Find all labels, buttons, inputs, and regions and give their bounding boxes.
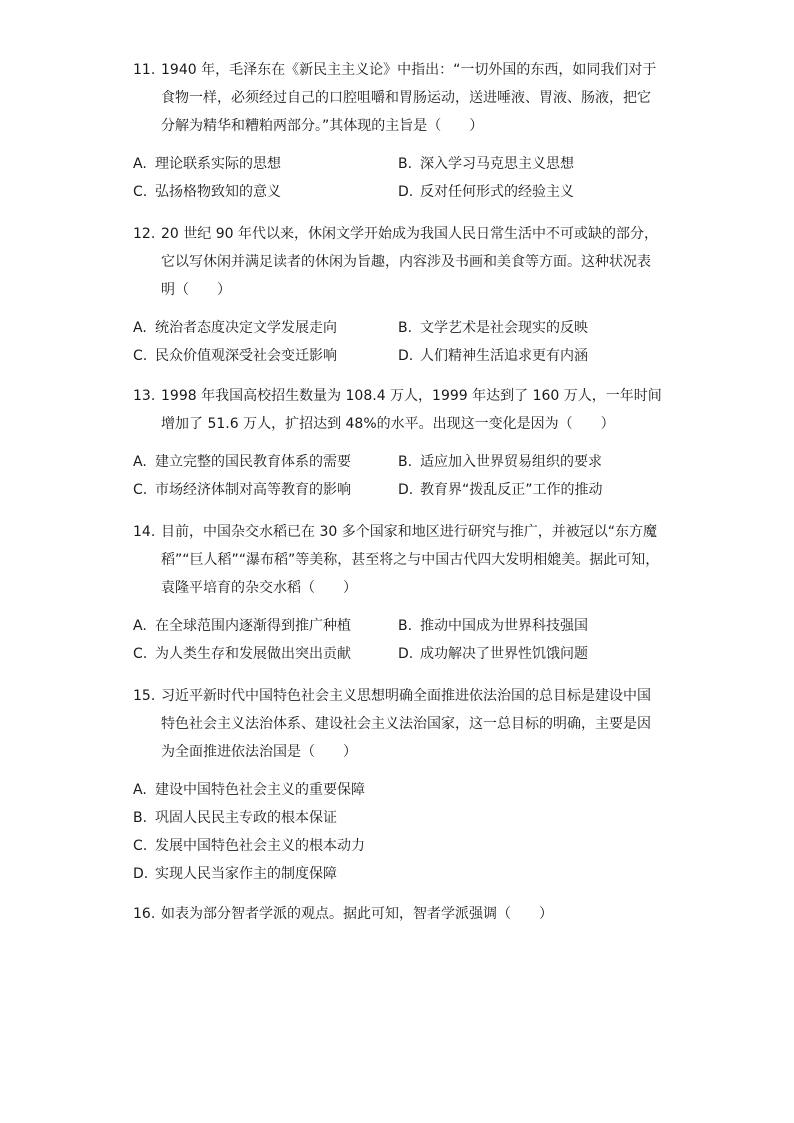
question-number: 11. (133, 62, 156, 78)
option-c[interactable]: C. 市场经济体制对高等教育的影响 (133, 482, 351, 498)
option-d[interactable]: D. 反对任何形式的经验主义 (398, 184, 574, 200)
option-a[interactable]: A. 统治者态度决定文学发展走向 (133, 320, 337, 336)
question-stem (133, 682, 663, 766)
question-stem (133, 518, 663, 602)
question-text: 20 世纪 90 年代以来，休闲文学开始成为我国人民日常生活中不可或缺的部分，它以写休闲并满足读者的休闲为旨趣，内容涉及书画和美食等方面。这种状况表明（ ） (161, 226, 658, 298)
option-d[interactable]: D. 人们精神生活追求更有内涵 (398, 348, 588, 364)
question-16 (133, 900, 663, 928)
question-text: 习近平新时代中国特色社会主义思想明确全面推进依法治国的总目标是建设中国特色社会主义法治体系、建设社会主义法治国家，这一总目标的明确，主要是因为全面推进依法治国是（ ） (161, 688, 651, 760)
option-row (133, 448, 663, 476)
option-d[interactable]: D. 教育界“拨乱反正”工作的推动 (398, 482, 603, 498)
option-a[interactable]: A. 建设中国特色社会主义的重要保障 (133, 782, 365, 798)
option-d[interactable]: D. 实现人民当家作主的制度保障 (133, 866, 337, 882)
option-a[interactable]: A. 在全球范围内逐渐得到推广种植 (133, 618, 351, 634)
question-stem (133, 56, 663, 140)
question-text: 目前，中国杂交水稻已在 30 多个国家和地区进行研究与推广，并被冠以“东方魔稻”“巨人稻”“瀑布稻”等美称，甚至将之与中国古代四大发明相媲美。据此可知，袁隆平培育的杂交水稻（ ） (161, 524, 660, 596)
question-stem (133, 220, 663, 304)
question-14 (133, 518, 663, 668)
option-b[interactable]: B. 深入学习马克思主义思想 (398, 156, 574, 172)
question-text: 如表为部分智者学派的观点。据此可知，智者学派强调（ ） (161, 906, 553, 922)
question-number: 12. (133, 226, 156, 242)
question-12 (133, 220, 663, 370)
options (133, 776, 663, 888)
options (133, 612, 663, 668)
question-number: 15. (133, 688, 156, 704)
question-13 (133, 382, 663, 504)
option-row (133, 640, 663, 668)
question-11 (133, 56, 663, 206)
option-b[interactable]: B. 巩固人民民主专政的根本保证 (133, 810, 337, 826)
option-row (133, 314, 663, 342)
options (133, 314, 663, 370)
option-row (133, 178, 663, 206)
question-15 (133, 682, 663, 888)
question-number: 14. (133, 524, 156, 540)
question-text: 1998 年我国高校招生数量为 108.4 万人，1999 年达到了 160 万人，一年时间增加了 51.6 万人，扩招达到 48%的水平。出现这一变化是因为（ ） (161, 388, 662, 432)
option-c[interactable]: C. 民众价值观深受社会变迁影响 (133, 348, 337, 364)
options (133, 150, 663, 206)
question-text: 1940 年，毛泽东在《新民主主义论》中指出：“一切外国的东西，如同我们对于食物一样，必须经过自己的口腔咀嚼和胃肠运动，送进唾液、胃液、肠液，把它分解为精华和糟粕两部分。”其体现的主旨是（ ） (161, 62, 657, 134)
option-b[interactable]: B. 文学艺术是社会现实的反映 (398, 320, 588, 336)
option-c[interactable]: C. 发展中国特色社会主义的根本动力 (133, 838, 365, 854)
options (133, 448, 663, 504)
option-b[interactable]: B. 适应加入世界贸易组织的要求 (398, 454, 602, 470)
option-c[interactable]: C. 为人类生存和发展做出突出贡献 (133, 646, 351, 662)
option-d[interactable]: D. 成功解决了世界性饥饿问题 (398, 646, 588, 662)
option-row (133, 612, 663, 640)
option-b[interactable]: B. 推动中国成为世界科技强国 (398, 618, 588, 634)
question-stem (133, 382, 663, 438)
option-row (133, 150, 663, 178)
question-number: 16. (133, 906, 156, 922)
option-row (133, 476, 663, 504)
option-a[interactable]: A. 建立完整的国民教育体系的需要 (133, 454, 351, 470)
option-a[interactable]: A. 理论联系实际的思想 (133, 156, 281, 172)
option-row (133, 342, 663, 370)
question-number: 13. (133, 388, 156, 404)
option-c[interactable]: C. 弘扬格物致知的意义 (133, 184, 281, 200)
question-stem (133, 900, 663, 928)
